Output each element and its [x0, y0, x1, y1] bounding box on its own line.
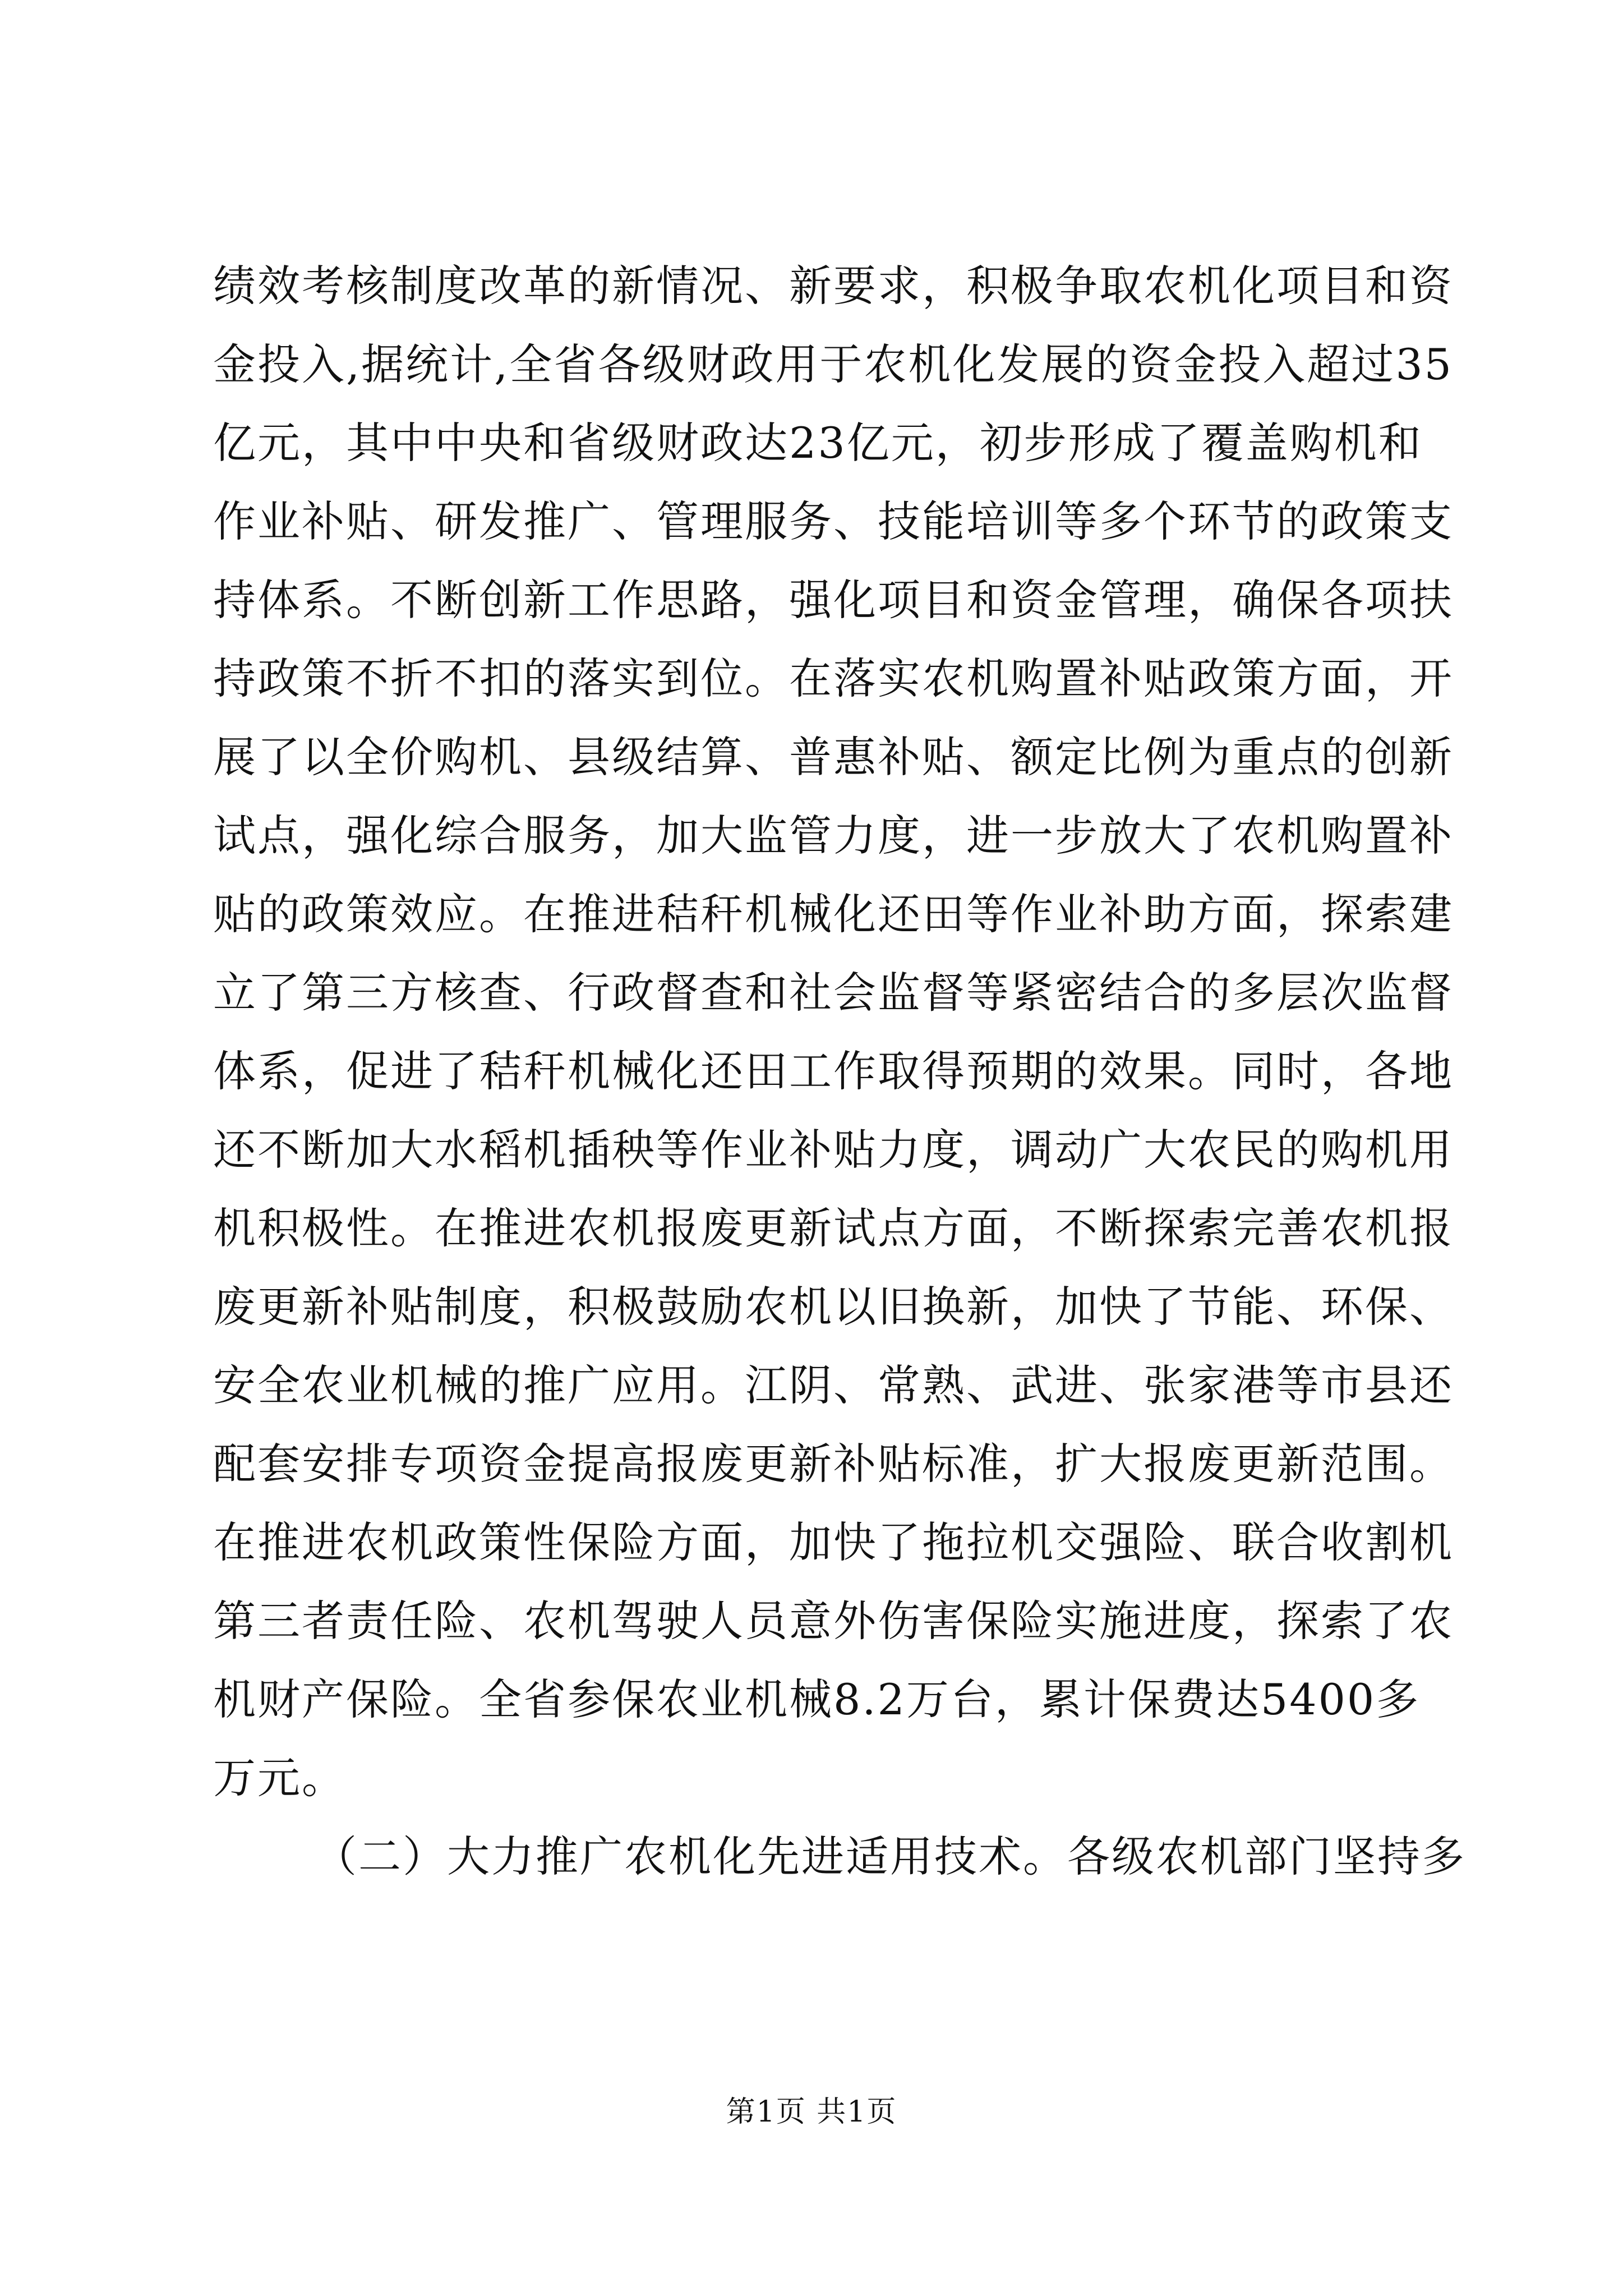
text-line: 机财产保险。全省参保农业机械8.2万台，累计保费达5400多 [213, 1674, 1421, 1724]
text-line: 展了以全价购机、县级结算、普惠补贴、额定比例为重点的创新 [213, 732, 1454, 782]
text-line: 绩效考核制度改革的新情况、新要求，积极争取农机化项目和资 [213, 261, 1454, 311]
text-line: 体系，促进了秸秆机械化还田工作取得预期的效果。同时，各地 [213, 1046, 1454, 1096]
section-heading-line: （二）大力推广农机化先进适用技术。各级农机部门坚持多 [314, 1832, 1466, 1881]
text-line: 第三者责任险、农机驾驶人员意外伤害保险实施进度，探索了农 [213, 1596, 1454, 1646]
text-line: 配套安排专项资金提高报废更新补贴标准，扩大报废更新范围。 [213, 1439, 1454, 1489]
text-line: 亿元，其中中央和省级财政达23亿元，初步形成了覆盖购机和 [213, 418, 1423, 468]
text-line: 持政策不折不扣的落实到位。在落实农机购置补贴政策方面，开 [213, 654, 1454, 703]
text-line: 试点，强化综合服务，加大监管力度，进一步放大了农机购置补 [213, 811, 1454, 861]
text-line: 安全农业机械的推广应用。江阴、常熟、武进、张家港等市县还 [213, 1360, 1454, 1410]
text-line: 万元。 [213, 1753, 346, 1803]
text-line: 还不断加大水稻机插秧等作业补贴力度，调动广大农民的购机用 [213, 1125, 1454, 1175]
text-line: 作业补贴、研发推广、管理服务、技能培训等多个环节的政策支 [213, 496, 1454, 546]
text-line: 金投入,据统计,全省各级财政用于农机化发展的资金投入超过35 [213, 339, 1454, 389]
text-line: 贴的政策效应。在推进秸秆机械化还田等作业补助方面，探索建 [213, 889, 1454, 939]
text-line: 机积极性。在推进农机报废更新试点方面，不断探索完善农机报 [213, 1203, 1454, 1253]
text-line: 在推进农机政策性保险方面，加快了拖拉机交强险、联合收割机 [213, 1517, 1454, 1567]
document-body [213, 247, 1466, 1896]
text-line: 废更新补贴制度，积极鼓励农机以旧换新，加快了节能、环保、 [213, 1282, 1454, 1332]
text-line: 立了第三方核查、行政督查和社会监督等紧密结合的多层次监督 [213, 968, 1454, 1018]
text-line: 持体系。不断创新工作思路，强化项目和资金管理，确保各项扶 [213, 575, 1454, 625]
page-footer: 第1页 共1页 [726, 2095, 897, 2129]
